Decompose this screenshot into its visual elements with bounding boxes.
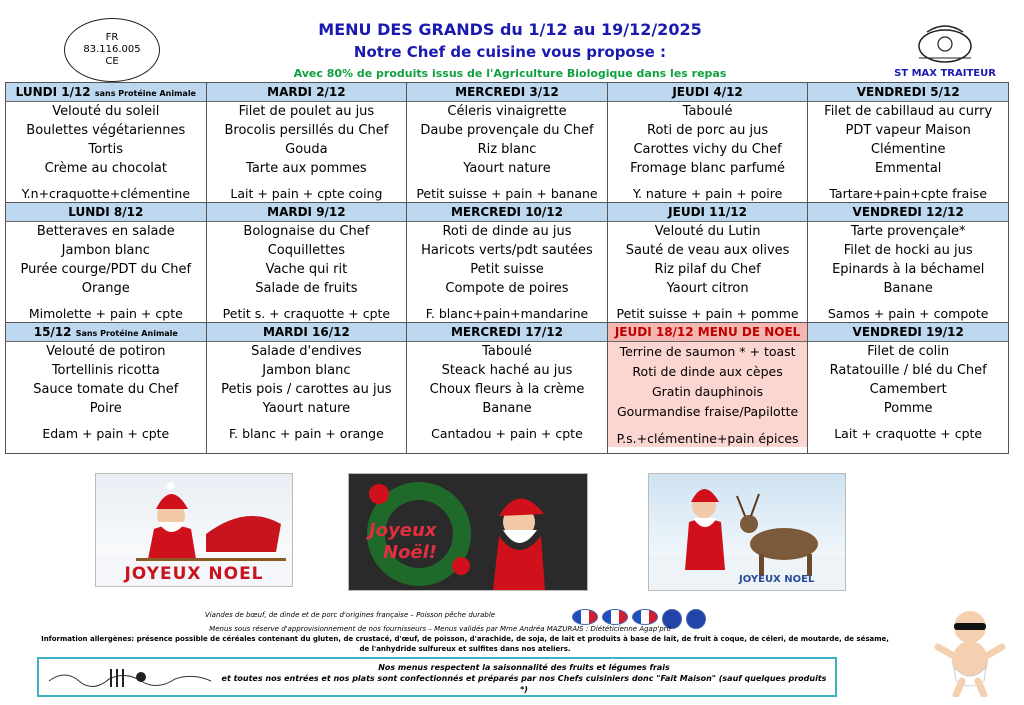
day-header — [808, 83, 1008, 102]
day-note: sans Protéine Animale — [94, 89, 196, 98]
french-poultry-badge-icon — [602, 609, 628, 625]
dish: Salade d'endives — [251, 344, 362, 359]
menu-grid — [5, 82, 1009, 454]
chef-logo-icon — [905, 18, 985, 68]
day-header — [407, 203, 607, 222]
dish: Petis pois / carottes au jus — [221, 382, 392, 397]
picture-caption-line2: Noël! — [383, 542, 438, 563]
menu-day-cell — [407, 203, 608, 323]
dish: Ratatouille / blé du Chef — [829, 363, 987, 378]
dish: Vache qui rit — [265, 262, 348, 277]
dish: Banane — [482, 401, 532, 416]
dish: Yaourt nature — [262, 401, 351, 416]
footer-origin: Viandes de bœuf, de dinde et de porc d'origines française – Poisson pêche durable — [204, 611, 496, 619]
day-header — [6, 203, 206, 222]
snack: Petit suisse + pain + banane — [416, 186, 598, 201]
dish: Compote de poires — [445, 281, 569, 296]
menu-day-cell — [6, 323, 207, 454]
dish: Steack haché au jus — [441, 363, 573, 378]
day-header — [808, 203, 1008, 222]
stamp-line: FR — [105, 32, 119, 43]
dish: Carottes vichy du Chef — [633, 142, 782, 157]
snack: Cantadou + pain + cpte — [431, 426, 583, 441]
menu-day-cell — [407, 323, 608, 454]
dish: Betteraves en salade — [36, 224, 175, 239]
dish: Roti de porc au jus — [647, 123, 769, 138]
day-header — [407, 323, 607, 342]
dish: Céleris vinaigrette — [447, 104, 567, 119]
day-label: MERCREDI 3/12 — [455, 85, 559, 99]
week-row — [6, 83, 1009, 203]
day-header — [608, 83, 808, 102]
snack: Y. nature + pain + poire — [632, 186, 783, 201]
picture-caption-line1: Joyeux — [369, 520, 437, 541]
day-label: MERCREDI 10/12 — [450, 205, 563, 219]
dish: Riz pilaf du Chef — [654, 262, 761, 277]
dish: Coquillettes — [267, 243, 346, 258]
snack: Petit suisse + pain + pomme — [616, 306, 799, 321]
dish: Tortellinis ricotta — [51, 363, 160, 378]
snack: Mimolette + pain + cpte — [28, 306, 183, 321]
menu-day-cell — [607, 323, 808, 454]
dish: PDT vapeur Maison — [845, 123, 971, 138]
dish: Gratin dauphinois — [608, 382, 808, 402]
day-label: MARDI 16/12 — [262, 325, 350, 339]
day-label: VENDREDI 19/12 — [852, 325, 964, 339]
day-label: LUNDI 8/12 — [68, 205, 144, 219]
day-header — [6, 83, 206, 102]
menu-day-cell — [6, 203, 207, 323]
dish: Filet de hocki au jus — [843, 243, 973, 258]
dish: Daube provençale du Chef — [420, 123, 594, 138]
santa-reindeer-icon — [649, 474, 845, 590]
day-header — [608, 203, 808, 222]
day-header — [207, 323, 407, 342]
dish: Jambon blanc — [262, 363, 351, 378]
christmas-picture-santa-reindeer — [648, 473, 846, 591]
dish: Tarte aux pommes — [246, 161, 367, 176]
day-header — [6, 323, 206, 342]
menu-day-cell — [808, 83, 1009, 203]
day-label: VENDREDI 5/12 — [856, 85, 960, 99]
footer-validation: Menus sous réserve d'approvisionnement de nos fournisseurs – Menus validés par Mme Andréa MAZURAIS : Diététicienne Agap'pro — [209, 625, 671, 633]
dish: Clémentine — [870, 142, 946, 157]
menu-day-cell — [6, 83, 207, 203]
dish: Choux fleurs à la crème — [429, 382, 585, 397]
homemade-line1: Nos menus respectent la saisonnalité des fruits et légumes frais — [378, 663, 670, 672]
snack: Samos + pain + compote — [827, 306, 989, 321]
menu-day-cell — [206, 83, 407, 203]
menu-subtitle: Notre Chef de cuisine vous propose : — [353, 43, 667, 61]
snack: F. blanc + pain + orange — [228, 426, 384, 441]
fait-maison-signature-icon — [45, 665, 215, 689]
day-header — [407, 83, 607, 102]
baby-with-sunglasses-icon — [930, 605, 1010, 697]
dish: Tarte provençale* — [850, 224, 966, 239]
dish: Gouda — [285, 142, 328, 157]
week-row — [6, 323, 1009, 454]
snack: Tartare+pain+cpte fraise — [829, 186, 988, 201]
dish: Filet de cabillaud au curry — [824, 104, 993, 119]
menu-day-cell — [206, 203, 407, 323]
stamp-line: CE — [105, 56, 119, 67]
french-beef-badge-icon — [572, 609, 598, 625]
week-row — [6, 203, 1009, 323]
day-note: Sans Protéine Animale — [75, 329, 178, 338]
dish: Velouté de potiron — [46, 344, 166, 359]
day-label: 15/12 — [33, 325, 72, 339]
dish: Poire — [89, 401, 122, 416]
dish: Taboulé — [482, 344, 532, 359]
dish: Boulettes végétariennes — [26, 123, 186, 138]
menu-day-cell — [607, 203, 808, 323]
day-header — [207, 203, 407, 222]
homemade-notice-box — [37, 657, 837, 697]
dish: Emmental — [874, 161, 942, 176]
dish: Jambon blanc — [61, 243, 150, 258]
day-label: JEUDI 18/12 MENU DE NOEL — [614, 325, 801, 339]
dish: Purée courge/PDT du Chef — [20, 262, 192, 277]
dish: Terrine de saumon * + toast — [608, 342, 808, 362]
picture-caption: JOYEUX NOEL — [739, 574, 815, 585]
day-label: JEUDI 11/12 — [668, 205, 747, 219]
certification-stamp — [64, 18, 160, 82]
french-pork-badge-icon — [632, 609, 658, 625]
dish: Petit suisse — [470, 262, 544, 277]
day-label: MARDI 9/12 — [267, 205, 346, 219]
day-header — [808, 323, 1008, 342]
homemade-notice-text — [219, 662, 829, 695]
dish: Sauté de veau aux olives — [625, 243, 790, 258]
dish: Haricots verts/pdt sautées — [421, 243, 593, 258]
christmas-picture-santa-sleigh — [95, 473, 293, 587]
dish: Velouté du Lutin — [654, 224, 761, 239]
dish: Epinards à la béchamel — [832, 262, 985, 277]
dish: Roti de dinde aux cèpes — [608, 362, 808, 382]
homemade-line2: et toutes nos entrées et nos plats sont confectionnés et préparés par nos Chefs cuisiniers donc "Fait Maison" (sauf quelques produits *) — [221, 674, 827, 694]
dish: Velouté du soleil — [52, 104, 160, 119]
footer-allergens-end: de l'anhydride sulfureux et sulfites dans nos ateliers. — [359, 645, 571, 653]
day-header — [608, 323, 808, 342]
dish: Bolognaise du Chef — [243, 224, 370, 239]
christmas-picture-santa-wreath — [348, 473, 588, 591]
dish: Gourmandise fraise/Papilotte — [608, 402, 808, 422]
day-header — [207, 83, 407, 102]
day-label: JEUDI 4/12 — [672, 85, 743, 99]
dish: Taboulé — [682, 104, 733, 119]
dish: Yaourt nature — [463, 161, 551, 176]
snack: Petit s. + craquotte + cpte — [222, 306, 391, 321]
dish: Tortis — [88, 142, 124, 157]
stamp-line: 83.116.005 — [83, 44, 141, 55]
dish: Orange — [81, 281, 130, 296]
dish: Filet de colin — [867, 344, 950, 359]
dish: Filet de poulet au jus — [238, 104, 375, 119]
snack: Lait + craquotte + cpte — [834, 426, 983, 441]
day-label: LUNDI 1/12 — [15, 85, 91, 99]
day-label: MERCREDI 17/12 — [450, 325, 563, 339]
snack: Y.n+craquotte+clémentine — [21, 186, 191, 201]
day-label: MARDI 2/12 — [267, 85, 346, 99]
dish: Riz blanc — [477, 142, 537, 157]
organic-notice: Avec 80% de produits issus de l'Agriculture Biologique dans les repas — [293, 67, 727, 80]
menu-title: MENU DES GRANDS du 1/12 au 19/12/2025 — [318, 20, 702, 39]
dish: Crème au chocolat — [44, 161, 167, 176]
menu-day-cell — [808, 323, 1009, 454]
snack: Lait + pain + cpte coing — [230, 186, 383, 201]
dish: Pomme — [883, 401, 933, 416]
dish: Sauce tomate du Chef — [33, 382, 179, 397]
footer-allergens: Information allergènes: présence possible de céréales contenant du gluten, de crustacé, d'œuf, de poisson, d'arachide, de soja, de lait et produits à base de lait, de fruit à coque, de céleri, de moutarde, de sésame, — [41, 635, 889, 643]
day-label: VENDREDI 12/12 — [852, 205, 964, 219]
snack: P.s.+clémentine+pain épices — [608, 422, 808, 447]
snack: F. blanc+pain+mandarine — [425, 306, 589, 321]
dish: Camembert — [869, 382, 947, 397]
menu-day-cell — [607, 83, 808, 203]
dish: Salade de fruits — [255, 281, 358, 296]
logo-text: ST MAX TRAITEUR — [894, 68, 996, 79]
picture-caption: JOYEUX NOEL — [124, 564, 264, 584]
menu-day-cell — [206, 323, 407, 454]
dish: Yaourt citron — [666, 281, 749, 296]
dish: Fromage blanc parfumé — [630, 161, 786, 176]
menu-day-cell — [808, 203, 1009, 323]
dish: Banane — [883, 281, 933, 296]
menu-day-cell — [407, 83, 608, 203]
snack: Edam + pain + cpte — [42, 426, 170, 441]
dish: Brocolis persillés du Chef — [224, 123, 389, 138]
dish: Roti de dinde au jus — [442, 224, 572, 239]
